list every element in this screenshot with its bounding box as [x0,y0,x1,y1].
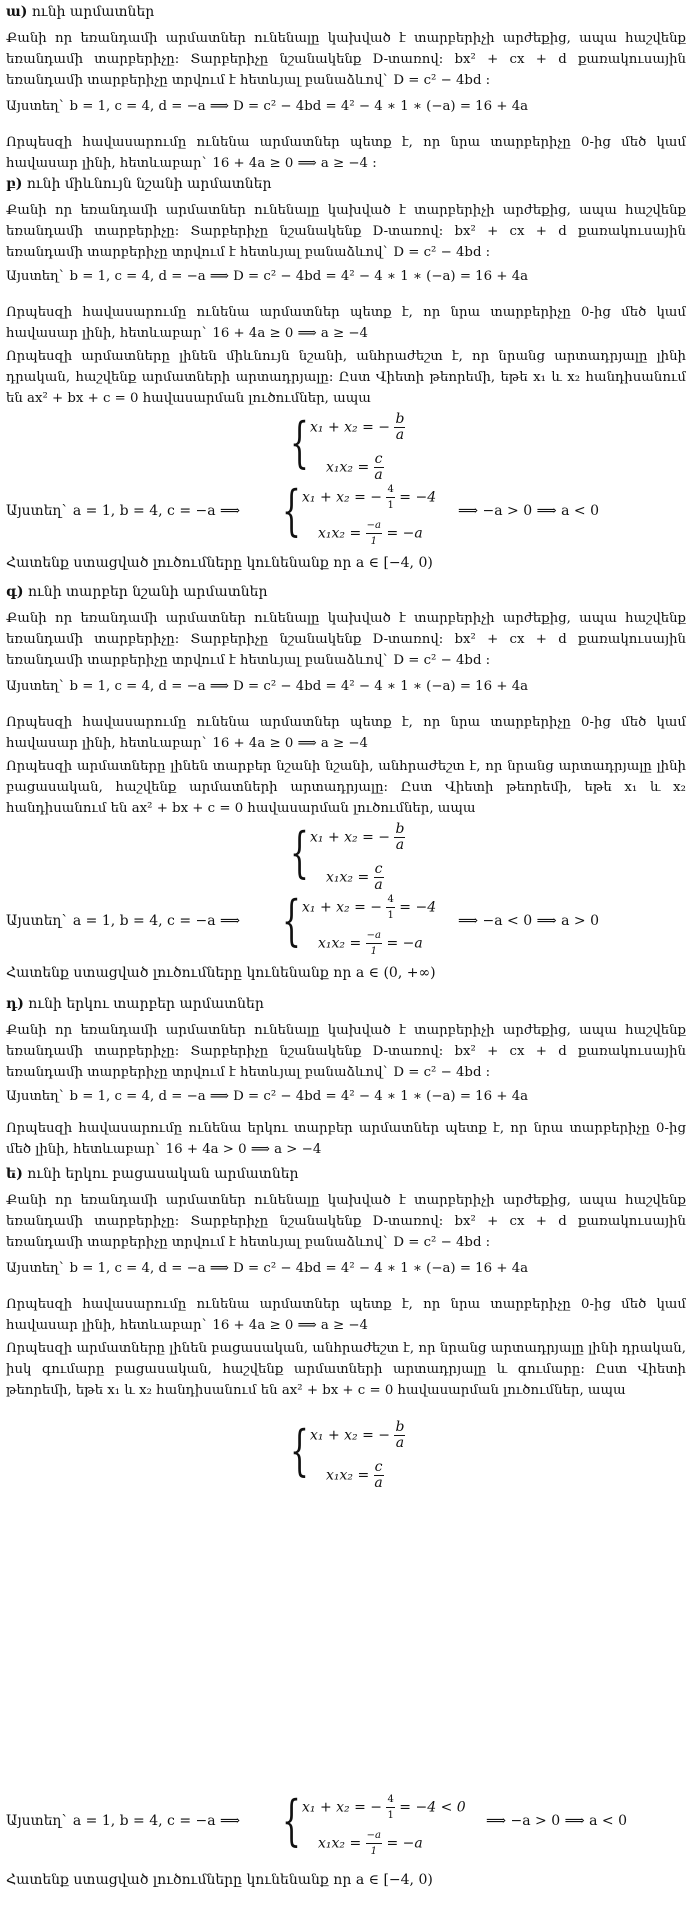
section-e-title: ե) ունի երկու բացասական արմատներ [6,1166,299,1182]
section-b-paragraph-1: Քանի որ եռանդամի արմատներ ունենալը կախված է տարբերիչի արժեքից, ապա հաշվենք եռանդամի տարբերիչը: Տարբերիչը նշանակենք D-տառով: bx² + cx + d քառակուսային եռանդամի տարբերիչը տրվում է հետևյալ բանաձևով` D = c² − 4bd : [6,203,686,260]
vieta-product-line: x₁x₂ = $\frac{c}{a}$ [326,451,383,483]
section-c-conclusion: ⟹ −a < 0 ⟹ a > 0 [458,913,599,929]
section-d-paragraph-1: Քանի որ եռանդամի արմատներ ունենալը կախված է տարբերիչի արժեքից, ապա հաշվենք եռանդամի տարբերիչը: Տարբերիչը նշանակենք D-տառով: bx² + cx + d քառակուսային եռանդամի տարբերիչը տրվում է հետևյալ բանաձևով` D = c² − 4bd : [6,1023,686,1080]
section-c-substitution: Այստեղ` a = 1, b = 4, c = −a ⟹ [6,913,241,929]
section-b-answer: Հատենք ստացված լուծումները կունենանք որ a ∈ [−4, 0) [6,555,433,571]
section-d-paragraph-3: Որպեսզի հավասարումը ունենա երկու տարբեր արմատներ պետք է, որ նրա տարբերիչը 0-ից մեծ լինի, հետևաբար` 16 + 4a > 0 ⟹ a > −4 [6,1121,686,1157]
section-c-paragraph-3: Որպեսզի հավասարումը ունենա արմատներ պետք է, որ նրա տարբերիչը 0-ից մեծ կամ հավասար լինի, հետևաբար` 16 + 4a ≥ 0 ⟹ a ≥ −4 [6,715,686,751]
section-a-paragraph-2: Այստեղ` b = 1, c = 4, d = −a ⟹ D = c² − 4bd = 4² − 4 ∗ 1 ∗ (−a) = 16 + 4a [6,99,529,114]
section-b-paragraph-4: Որպեսզի արմատները լինեն միևնույն նշանի, անհրաժեշտ է, որ նրանց արտադրյալը լինի դրական, հաշվենք արմատների արտադրյալը: Ըստ Վիետի թեորեմի, եթե x₁ և x₂ հանդիսանում են ax² + bx + c = 0 հավասարման լուծումներ, ապա [6,349,686,406]
section-c-paragraph-1: Քանի որ եռանդամի արմատներ ունենալը կախված է տարբերիչի արժեքից, ապա հաշվենք եռանդամի տարբերիչը: Տարբերիչը նշանակենք D-տառով: bx² + cx + d քառակուսային եռանդամի տարբերիչը տրվում է հետևյալ բանաձևով` D = c² − 4bd : [6,611,686,668]
section-b-paragraph-2: Այստեղ` b = 1, c = 4, d = −a ⟹ D = c² − 4bd = 4² − 4 ∗ 1 ∗ (−a) = 16 + 4a [6,269,529,284]
vieta-sum-line: x₁ + x₂ = − $\frac{b}{a}$ [310,411,405,443]
section-d-paragraph-2: Այստեղ` b = 1, c = 4, d = −a ⟹ D = c² − 4bd = 4² − 4 ∗ 1 ∗ (−a) = 16 + 4a [6,1089,529,1104]
section-a-paragraph-1: Քանի որ եռանդամի արմատներ ունենալը կախված է տարբերիչի արժեքից, ապա հաշվենք եռանդամի տարբերիչը: Տարբերիչը նշանակենք D-տառով: bx² + cx + d քառակուսային եռանդամի տարբերիչը տրվում է հետևյալ բանաձևով` D = c² − 4bd : [6,31,686,88]
document-page: ա) ունի արմատներ Քանի որ եռանդամի արմատներ ունենալը կախված է տարբերիչի արժեքից, ապա հաշվենք եռանդամի տարբերիչը: Տարբերիչը նշանակենք D-տառով: bx² + cx + d քառակուսային եռանդամի տարբերիչը տրվում է հետևյալ բանաձևով` D = c² − 4bd : Այստեղ` b = 1, c = 4, d = −a ⟹ D = c² − 4bd = 4² − 4 ∗ 1 ∗ (−a) = 16 + 4a Որպեսզի հավասարումը ունենա արմատներ պետք է, որ նրա տարբերիչը 0-ից մեծ կամ հավասար լինի, հետևաբար` 16 + 4a ≥ 0 ⟹ a ≥ −4 : բ) ունի միևնույն նշանի արմատներ Քանի որ եռանդամի արմատներ ունենալը կախված է տարբերիչի արժեքից, ապա հաշվենք եռանդամի տարբերիչը: Տարբերիչը նշանակենք D-տառով: bx² + cx + d քառակուսային եռանդամի տարբերիչը տրվում է հետևյալ բանաձևով` D = c² − 4bd : Այստեղ` b = 1, c = 4, d = −a ⟹ D = c² − 4bd = 4² − 4 ∗ 1 ∗ (−a) = 16 + 4a Որպեսզի հավասարումը ունենա արմատներ պետք է, որ նրա տարբերիչը 0-ից մեծ կամ հավասար լինի, հետևաբար` 16 + 4a ≥ 0 ⟹ a ≥ −4 Որպեսզի արմատները լինեն միևնույն նշանի, անհրաժեշտ է, որ նրանց արտադրյալը լինի դրական, հաշվենք արմատների արտադրյալը: Ըստ Վիետի թեորեմի, եթե x₁ և x₂ հանդիսանում են ax² + bx + c = 0 հավասարման լուծումներ, ապա { x₁ + x₂ = − $\frac{b}{a}$ x₁x₂ = $\frac{c}{a}$ Այստեղ` a = 1, b = 4, c = −a ⟹ { x₁ + x₂ = − $\frac{4}{1}$ = −4 x₁x₂ = $\frac{-a}{1}$ = −a ⟹ −a > 0 ⟹ a < 0 Հատենք ստացված լուծումները կունենանք որ a ∈ [−4, 0) գ) ունի տարբեր նշանի արմատներ Քանի որ եռանդամի արմատներ ունենալը կախված է տարբերիչի արժեքից, ապա հաշվենք եռանդամի տարբերիչը: Տարբերիչը նշանակենք D-տառով: bx² + cx + d քառակուսային եռանդամի տարբերիչը տրվում է հետևյալ բանաձևով` D = c² − 4bd : Այստեղ` b = 1, c = 4, d = −a ⟹ D = c² − 4bd = 4² − 4 ∗ 1 ∗ (−a) = 16 + 4a Որպեսզի հավասարումը ունենա արմատներ պետք է, որ նրա տարբերիչը 0-ից մեծ կամ հավասար լինի, հետևաբար` 16 + 4a ≥ 0 ⟹ a ≥ −4 Որպեսզի արմատները լինեն տարբեր նշանի նշանի, անհրաժեշտ է, որ նրանց արտադրյալը լինի բացասական, հաշվենք արմատների արտադրյալը: Ըստ Վիետի թեորեմի, եթե x₁ և x₂ հանդիսանում են ax² + bx + c = 0 հավասարման լուծումներ, ապա { x₁ + x₂ = − $\frac{b}{a}$ x₁x₂ = $\frac{c}{a}$ Այստեղ` a = 1, b = 4, c = −a ⟹ { x₁ + x₂ = − $\frac{4}{1}$ = −4 x₁x₂ = $\frac{-a}{1}$ = −a ⟹ −a < 0 ⟹ a > 0 Հատենք ստացված լուծումները կունենանք որ a ∈ (0, +∞) դ) ունի երկու տարբեր արմատներ Քանի որ եռանդամի արմատներ ունենալը կախված է տարբերիչի արժեքից, ապա հաշվենք եռանդամի տարբերիչը: Տարբերիչը նշանակենք D-տառով: bx² + cx + d քառակուսային եռանդամի տարբերիչը տրվում է հետևյալ բանաձևով` D = c² − 4bd : Այստեղ` b = 1, c = 4, d = −a ⟹ D = c² − 4bd = 4² − 4 ∗ 1 ∗ (−a) = 16 + 4a Որպեսզի հավասարումը ունենա երկու տարբեր արմատներ պետք է, որ նրա տարբերիչը 0-ից մեծ լինի, հետևաբար` 16 + 4a > 0 ⟹ a > −4 ե) ունի երկու բացասական արմատներ Քանի որ եռանդամի արմատներ ունենալը կախված է տարբերիչի արժեքից, ապա հաշվենք եռանդամի տարբերիչը: Տարբերիչը նշանակենք D-տառով: bx² + cx + d քառակուսային եռանդամի տարբերիչը տրվում է հետևյալ բանաձևով` D = c² − 4bd : Այստեղ` b = 1, c = 4, d = −a ⟹ D = c² − 4bd = 4² − 4 ∗ 1 ∗ (−a) = 16 + 4a Որպեսզի հավասարումը ունենա արմատներ պետք է, որ նրա տարբերիչը 0-ից մեծ կամ հավասար լինի, հետևաբար` 16 + 4a ≥ 0 ⟹ a ≥ −4 Որպեսզի արմատները լինեն բացասական, անհրաժեշտ է, որ նրանց արտադրյալը լինի դրական, իսկ գումարը բացասական, հաշվենք արմատների արտադրյալը և գումարը: Ըստ Վիետի թեորեմի, եթե x₁ և x₂ հանդիսանում են ax² + bx + c = 0 հավասարման լուծումներ, ապա { x₁ + x₂ = − $\frac{b}{a}$ x₁x₂ = $\frac{c}{a}$ Այստեղ` a = 1, b = 4, c = −a ⟹ { x₁ + x₂ = − $\frac{4}{1}$ = −4 < 0 x₁x₂ = $\frac{-a}{1}$ = −a ⟹ −a > 0 ⟹ a < 0 Հատենք ստացված լուծումները կունենանք որ a ∈ [−4, 0) [6,4,686,1888]
section-e-substitution: Այստեղ` a = 1, b = 4, c = −a ⟹ [6,1813,241,1829]
section-c-answer: Հատենք ստացված լուծումները կունենանք որ a ∈ (0, +∞) [6,965,436,981]
section-e-paragraph-4: Որպեսզի արմատները լինեն բացասական, անհրաժեշտ է, որ նրանց արտադրյալը լինի դրական, իսկ գումարը բացասական, հաշվենք արմատների արտադրյալը և գումարը: Ըստ Վիետի թեորեմի, եթե x₁ և x₂ հանդիսանում են ax² + bx + c = 0 հավասարման լուծումներ, ապա [6,1341,686,1398]
section-a-title: ա) ունի արմատներ [6,4,155,20]
section-b-paragraph-3: Որպեսզի հավասարումը ունենա արմատներ պետք է, որ նրա տարբերիչը 0-ից մեծ կամ հավասար լինի, հետևաբար` 16 + 4a ≥ 0 ⟹ a ≥ −4 [6,305,686,341]
section-e-answer: Հատենք ստացված լուծումները կունենանք որ a ∈ [−4, 0) [6,1872,433,1888]
section-c-title: գ) ունի տարբեր նշանի արմատներ [6,584,268,600]
section-e-paragraph-1: Քանի որ եռանդամի արմատներ ունենալը կախված է տարբերիչի արժեքից, ապա հաշվենք եռանդամի տարբերիչը: Տարբերիչը նշանակենք D-տառով: bx² + cx + d քառակուսային եռանդամի տարբերիչը տրվում է հետևյալ բանաձևով` D = c² − 4bd : [6,1193,686,1250]
section-c-paragraph-4: Որպեսզի արմատները լինեն տարբեր նշանի նշանի, անհրաժեշտ է, որ նրանց արտադրյալը լինի բացասական, հաշվենք արմատների արտադրյալը: Ըստ Վիետի թեորեմի, եթե x₁ և x₂ հանդիսանում են ax² + bx + c = 0 հավասարման լուծումներ, ապա [6,759,686,816]
section-e-conclusion: ⟹ −a > 0 ⟹ a < 0 [486,1813,627,1829]
section-b-title: բ) ունի միևնույն նշանի արմատներ [6,176,272,192]
section-c-paragraph-2: Այստեղ` b = 1, c = 4, d = −a ⟹ D = c² − 4bd = 4² − 4 ∗ 1 ∗ (−a) = 16 + 4a [6,679,529,694]
section-e-paragraph-3: Որպեսզի հավասարումը ունենա արմատներ պետք է, որ նրա տարբերիչը 0-ից մեծ կամ հավասար լինի, հետևաբար` 16 + 4a ≥ 0 ⟹ a ≥ −4 [6,1297,686,1333]
section-b-conclusion: ⟹ −a > 0 ⟹ a < 0 [458,503,599,519]
section-e-paragraph-2: Այստեղ` b = 1, c = 4, d = −a ⟹ D = c² − 4bd = 4² − 4 ∗ 1 ∗ (−a) = 16 + 4a [6,1261,529,1276]
section-d-title: դ) ունի երկու տարբեր արմատներ [6,996,264,1012]
section-a-paragraph-3: Որպեսզի հավասարումը ունենա արմատներ պետք է, որ նրա տարբերիչը 0-ից մեծ կամ հավասար լինի, հետևաբար` 16 + 4a ≥ 0 ⟹ a ≥ −4 : [6,135,686,171]
section-b-substitution: Այստեղ` a = 1, b = 4, c = −a ⟹ [6,503,241,519]
